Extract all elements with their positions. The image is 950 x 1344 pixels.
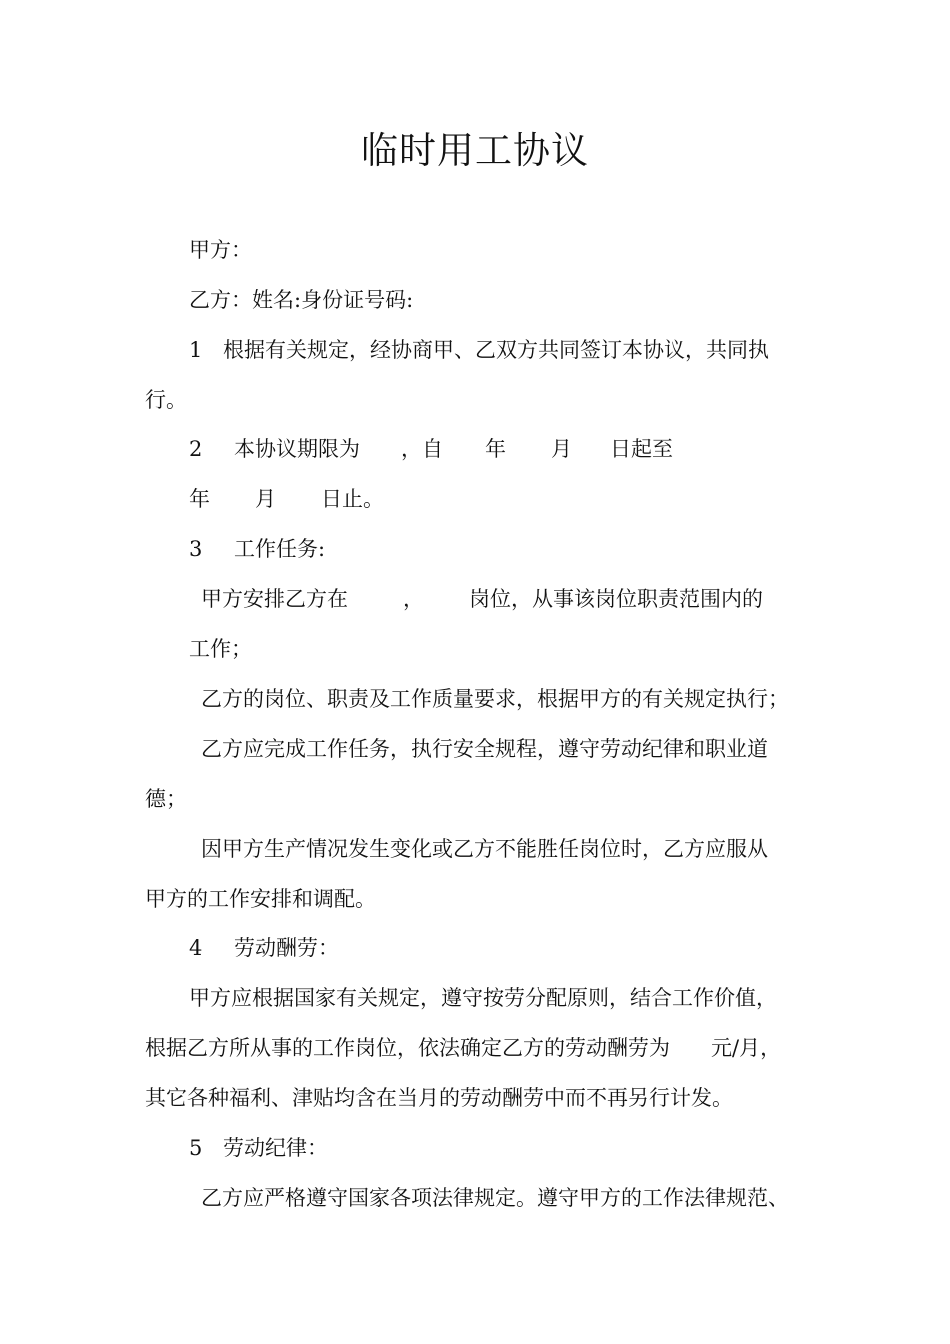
clause-3-para-4-line-2: 甲方的工作安排和调配。 xyxy=(145,887,376,911)
clause-number: 4 xyxy=(189,936,203,960)
clause-number: 2 xyxy=(189,437,203,461)
clause-3-para-3-line-2: 德； xyxy=(145,787,187,811)
clause-4-para-1-line-2 xyxy=(145,1033,781,1063)
clause-4-para-1-line-1: 甲方应根据国家有关规定，遵守按劳分配原则，结合工作价值， xyxy=(189,986,777,1010)
clause-4-heading xyxy=(189,933,339,963)
clause-number: 5 xyxy=(189,1136,203,1160)
clause-2-line-1 xyxy=(189,434,673,464)
pay-description: 根据乙方所从事的工作岗位，依法确定乙方的劳动酬劳为 xyxy=(145,1036,670,1060)
clause-3-para-1-line-1 xyxy=(201,584,763,614)
clause-3-para-2: 乙方的岗位、职责及工作质量要求，根据甲方的有关规定执行； xyxy=(201,687,789,711)
term-from-label: ，自 xyxy=(401,437,443,461)
clause-5-para-1-line-1: 乙方应严格遵守国家各项法律规定。遵守甲方的工作法律规范、 xyxy=(201,1186,789,1210)
clause-number: 1 xyxy=(189,338,203,362)
clause-text: 根据有关规定，经协商甲、乙双方共同签订本协议，共同执 xyxy=(223,338,769,362)
post-intro: 甲方安排乙方在 xyxy=(201,587,348,611)
end-month-label: 月 xyxy=(255,487,276,511)
end-year-label: 年 xyxy=(189,487,210,511)
clause-1-line-1 xyxy=(189,335,769,365)
document-title: 临时用工协议 xyxy=(361,129,589,172)
post-description: 岗位，从事该岗位职责范围内的 xyxy=(469,587,763,611)
party-a-line: 甲方： xyxy=(189,238,252,262)
pay-unit: 元/月， xyxy=(711,1036,782,1060)
clause-3-heading xyxy=(189,534,325,564)
clause-2-line-2 xyxy=(189,484,384,514)
clause-heading: 劳动酬劳： xyxy=(234,936,339,960)
clause-1-line-2: 行。 xyxy=(145,388,187,412)
start-year-label: 年 xyxy=(485,437,506,461)
clause-heading: 工作任务: xyxy=(234,537,326,561)
start-day-label: 日起至 xyxy=(610,437,673,461)
post-separator: ， xyxy=(403,587,424,611)
clause-number: 3 xyxy=(189,537,203,561)
clause-3-para-1-line-2: 工作； xyxy=(189,637,252,661)
clause-heading: 劳动纪律： xyxy=(223,1136,328,1160)
term-label: 本协议期限为 xyxy=(234,437,360,461)
end-day-label: 日止。 xyxy=(321,487,384,511)
clause-3-para-3-line-1: 乙方应完成工作任务，执行安全规程，遵守劳动纪律和职业道 xyxy=(201,737,768,761)
clause-4-para-1-line-3: 其它各种福利、津贴均含在当月的劳动酬劳中而不再另行计发。 xyxy=(145,1086,733,1110)
clause-3-para-4-line-1: 因甲方生产情况发生变化或乙方不能胜任岗位时，乙方应服从 xyxy=(201,837,768,861)
party-b-line: 乙方：姓名:身份证号码: xyxy=(189,288,414,312)
clause-5-heading xyxy=(189,1133,328,1163)
start-month-label: 月 xyxy=(551,437,572,461)
